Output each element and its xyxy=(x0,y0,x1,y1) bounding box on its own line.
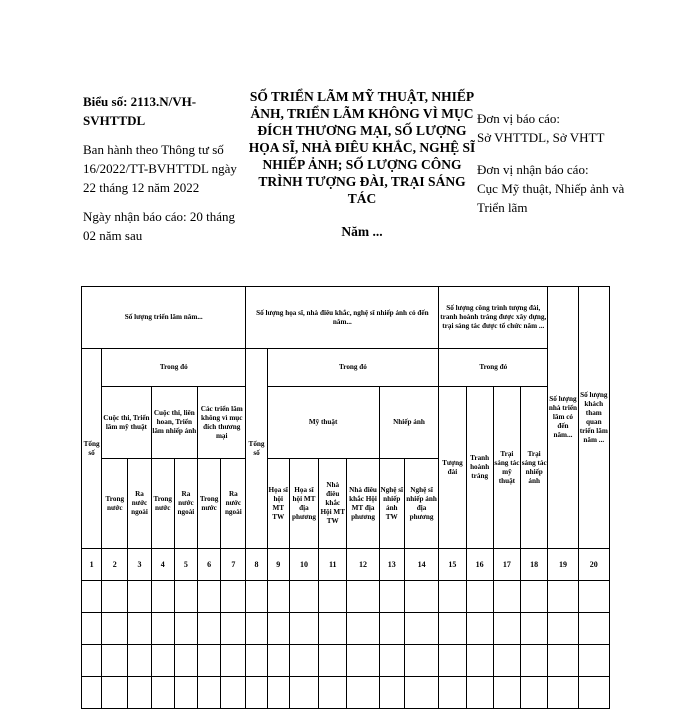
table-row xyxy=(82,645,610,677)
col-number: 13 xyxy=(379,549,404,581)
receiving-unit: Cục Mỹ thuật, Nhiếp ảnh và Triển lãm xyxy=(477,181,625,215)
col-fine-art-exhibitions: Cuộc thi, Triển lãm mỹ thuật xyxy=(102,387,151,459)
form-code: Biểu số: 2113.N/VH-SVHTTDL xyxy=(83,94,197,128)
col-sculptors-central: Nhà điêu khắc Hội MT TW xyxy=(319,459,347,549)
col-photography: Nhiếp ảnh xyxy=(379,387,439,459)
col-monuments: Tượng đài xyxy=(439,387,466,549)
col-number: 8 xyxy=(246,549,267,581)
col-number: 2 xyxy=(102,549,128,581)
receiving-unit-label: Đơn vị nhận báo cáo: xyxy=(477,162,589,177)
reporting-unit-label: Đơn vị báo cáo: xyxy=(477,111,561,126)
col-visitors: Số lượng khách tham quan triển lãm năm ... xyxy=(578,287,609,549)
col-number: 11 xyxy=(319,549,347,581)
col-painters-local: Họa sĩ hội MT địa phương xyxy=(289,459,318,549)
col-domestic-1: Trong nước xyxy=(102,459,128,549)
col-number: 3 xyxy=(128,549,151,581)
col-art-camps: Trại sáng tác mỹ thuật xyxy=(493,387,520,549)
col-number: 19 xyxy=(548,549,578,581)
form-info xyxy=(83,92,248,245)
subgroup-of-which-2: Trong đó xyxy=(267,349,439,387)
col-number: 9 xyxy=(267,549,289,581)
col-abroad-3: Ra nước ngoài xyxy=(221,459,246,549)
col-number: 18 xyxy=(521,549,548,581)
group-works: Số lượng công trình tượng đài, tranh hoành tráng được xây dựng, trại sáng tác được tổ chức năm ... xyxy=(439,287,548,349)
report-title: SỐ TRIỂN LÃM MỸ THUẬT, NHIẾP ẢNH, TRIỂN LÃM KHÔNG VÌ MỤC ĐÍCH THƯƠNG MẠI, SỐ LƯỢNG HỌA SĨ, NHÀ ĐIÊU KHẮC, NGHỆ SĨ NHIẾP ẢNH; SỐ LƯỢNG CÔNG TRÌNH TƯỢNG ĐÀI, TRẠI SÁNG TÁC xyxy=(248,89,476,206)
unit-info xyxy=(477,109,647,217)
col-number: 20 xyxy=(578,549,609,581)
col-number: 4 xyxy=(151,549,174,581)
col-photographers-central: Nghệ sĩ nhiếp ảnh TW xyxy=(379,459,404,549)
report-year: Năm ... xyxy=(341,224,383,239)
col-fine-art: Mỹ thuật xyxy=(267,387,379,459)
col-domestic-3: Trong nước xyxy=(198,459,221,549)
col-number: 17 xyxy=(493,549,520,581)
col-number: 1 xyxy=(82,549,102,581)
col-sculptors-local: Nhà điêu khắc Hội MT địa phương xyxy=(347,459,379,549)
col-number: 10 xyxy=(289,549,318,581)
receive-date: Ngày nhận báo cáo: 20 tháng 02 năm sau xyxy=(83,209,235,243)
col-total-exhibitions: Tổng số xyxy=(82,349,102,549)
subgroup-of-which-1: Trong đó xyxy=(102,349,246,387)
col-abroad-1: Ra nước ngoài xyxy=(128,459,151,549)
col-photo-exhibitions: Cuộc thi, liên hoan, Triển lãm nhiếp ảnh xyxy=(151,387,197,459)
col-murals: Tranh hoành tráng xyxy=(466,387,493,549)
col-number: 7 xyxy=(221,549,246,581)
col-photographers-local: Nghệ sĩ nhiếp ảnh địa phương xyxy=(404,459,438,549)
col-number: 6 xyxy=(198,549,221,581)
col-number: 15 xyxy=(439,549,466,581)
table-row xyxy=(82,581,610,613)
col-total-artists: Tổng số xyxy=(246,349,267,549)
col-abroad-2: Ra nước ngoài xyxy=(174,459,197,549)
col-number: 16 xyxy=(466,549,493,581)
col-number: 5 xyxy=(174,549,197,581)
subgroup-of-which-3: Trong đó xyxy=(439,349,548,387)
col-noncommercial-exhibitions: Các triển lãm không vì mục đích thương mại xyxy=(198,387,246,459)
col-domestic-2: Trong nước xyxy=(151,459,174,549)
col-number: 14 xyxy=(404,549,438,581)
group-exhibitions: Số lượng triển lãm năm... xyxy=(82,287,246,349)
issued-by: Ban hành theo Thông tư số 16/2022/TT-BVHTTDL ngày 22 tháng 12 năm 2022 xyxy=(83,142,237,195)
table-row xyxy=(82,677,610,709)
col-number: 12 xyxy=(347,549,379,581)
reporting-unit: Sở VHTTDL, Sở VHTT xyxy=(477,130,605,145)
col-exhibition-houses: Số lượng nhà triển lãm có đến năm... xyxy=(548,287,578,549)
col-photo-camps: Trại sáng tác nhiếp ảnh xyxy=(521,387,548,549)
table-row xyxy=(82,613,610,645)
col-painters-central: Họa sĩ hội MT TW xyxy=(267,459,289,549)
report-table xyxy=(81,286,610,709)
group-artists: Số lượng họa sĩ, nhà điêu khắc, nghệ sĩ nhiếp ảnh có đến năm... xyxy=(246,287,439,349)
